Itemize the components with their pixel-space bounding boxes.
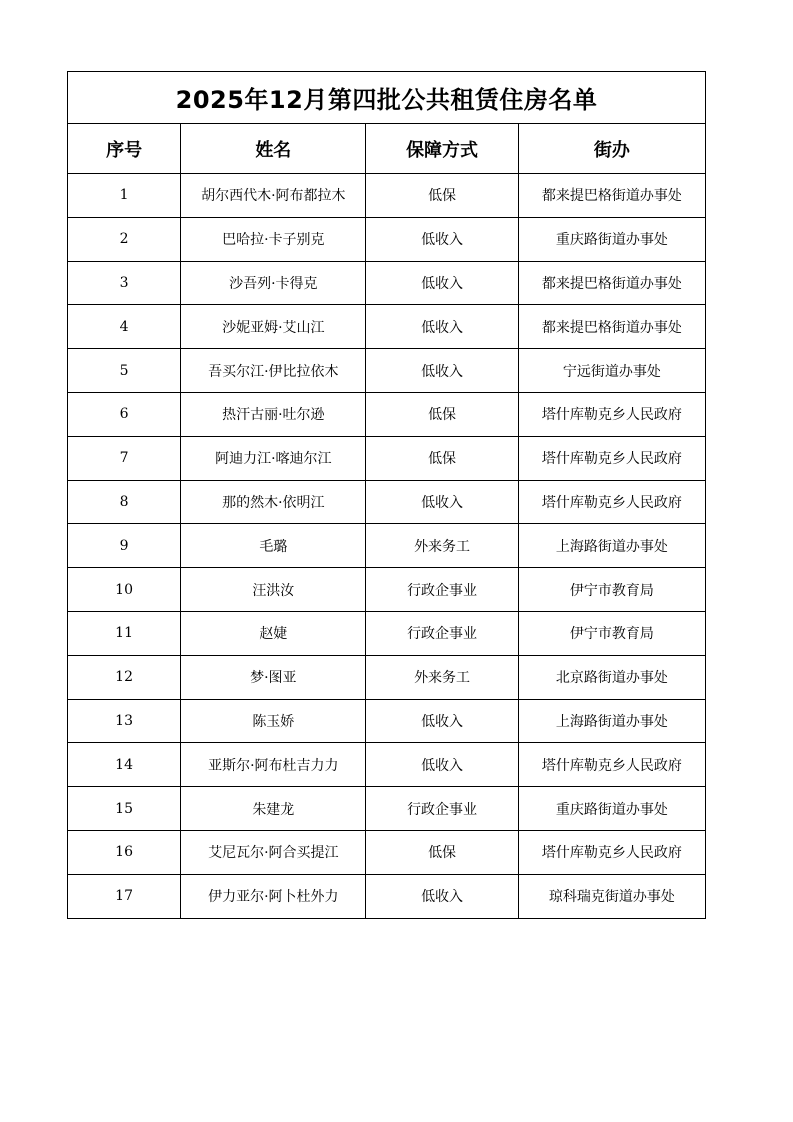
header-name: 姓名 (181, 124, 366, 174)
title-row (68, 72, 706, 124)
table-row (68, 261, 706, 305)
document-title: 2025年12月第四批公共租赁住房名单 (68, 72, 706, 124)
cell-serial-number: 17 (68, 874, 181, 918)
cell-serial-number: 11 (68, 611, 181, 655)
cell-street-office: 伊宁市教育局 (518, 611, 705, 655)
table-row (68, 699, 706, 743)
cell-name: 毛璐 (181, 524, 366, 568)
table-row (68, 436, 706, 480)
cell-street-office: 重庆路街道办事处 (518, 787, 705, 831)
cell-name: 胡尔西代木·阿布都拉木 (181, 174, 366, 218)
cell-serial-number: 13 (68, 699, 181, 743)
cell-serial-number: 1 (68, 174, 181, 218)
cell-name: 沙吾列·卡得克 (181, 261, 366, 305)
table-row (68, 655, 706, 699)
table-row (68, 568, 706, 612)
cell-name: 吾买尔江·伊比拉依木 (181, 349, 366, 393)
cell-name: 巴哈拉·卡子别克 (181, 217, 366, 261)
cell-serial-number: 7 (68, 436, 181, 480)
cell-serial-number: 8 (68, 480, 181, 524)
cell-serial-number: 16 (68, 830, 181, 874)
cell-street-office: 都来提巴格街道办事处 (518, 174, 705, 218)
cell-support-type: 外来务工 (366, 524, 518, 568)
housing-list-table (67, 71, 706, 919)
cell-support-type: 低收入 (366, 743, 518, 787)
cell-serial-number: 3 (68, 261, 181, 305)
cell-support-type: 低收入 (366, 305, 518, 349)
table-row (68, 217, 706, 261)
cell-name: 朱建龙 (181, 787, 366, 831)
cell-support-type: 低收入 (366, 699, 518, 743)
header-street-office: 街办 (518, 124, 705, 174)
table-row (68, 349, 706, 393)
cell-serial-number: 15 (68, 787, 181, 831)
cell-support-type: 外来务工 (366, 655, 518, 699)
cell-name: 艾尼瓦尔·阿合买提江 (181, 830, 366, 874)
cell-support-type: 低保 (366, 436, 518, 480)
cell-street-office: 上海路街道办事处 (518, 524, 705, 568)
cell-name: 赵婕 (181, 611, 366, 655)
cell-serial-number: 2 (68, 217, 181, 261)
cell-name: 热汗古丽·吐尔逊 (181, 392, 366, 436)
cell-name: 那的然木·依明江 (181, 480, 366, 524)
table-row (68, 174, 706, 218)
cell-serial-number: 12 (68, 655, 181, 699)
cell-street-office: 都来提巴格街道办事处 (518, 261, 705, 305)
cell-street-office: 塔什库勒克乡人民政府 (518, 830, 705, 874)
cell-street-office: 宁远街道办事处 (518, 349, 705, 393)
cell-name: 汪洪汝 (181, 568, 366, 612)
table-body (68, 174, 706, 919)
header-support-type: 保障方式 (366, 124, 518, 174)
cell-support-type: 低保 (366, 830, 518, 874)
cell-name: 伊力亚尔·阿卜杜外力 (181, 874, 366, 918)
cell-support-type: 低保 (366, 392, 518, 436)
cell-support-type: 低收入 (366, 480, 518, 524)
table-row (68, 743, 706, 787)
table-row (68, 830, 706, 874)
cell-street-office: 北京路街道办事处 (518, 655, 705, 699)
table-row (68, 305, 706, 349)
cell-street-office: 塔什库勒克乡人民政府 (518, 743, 705, 787)
cell-serial-number: 10 (68, 568, 181, 612)
cell-street-office: 重庆路街道办事处 (518, 217, 705, 261)
table-row (68, 524, 706, 568)
cell-support-type: 低收入 (366, 874, 518, 918)
table-row (68, 787, 706, 831)
table-row (68, 874, 706, 918)
cell-name: 陈玉娇 (181, 699, 366, 743)
cell-street-office: 塔什库勒克乡人民政府 (518, 436, 705, 480)
cell-serial-number: 5 (68, 349, 181, 393)
cell-name: 阿迪力江·喀迪尔江 (181, 436, 366, 480)
cell-serial-number: 9 (68, 524, 181, 568)
cell-street-office: 琼科瑞克街道办事处 (518, 874, 705, 918)
cell-name: 亚斯尔·阿布杜吉力力 (181, 743, 366, 787)
cell-name: 梦·图亚 (181, 655, 366, 699)
cell-support-type: 行政企事业 (366, 568, 518, 612)
cell-street-office: 塔什库勒克乡人民政府 (518, 392, 705, 436)
cell-serial-number: 6 (68, 392, 181, 436)
cell-name: 沙妮亚姆·艾山江 (181, 305, 366, 349)
header-serial-number: 序号 (68, 124, 181, 174)
cell-street-office: 上海路街道办事处 (518, 699, 705, 743)
cell-support-type: 低收入 (366, 261, 518, 305)
header-row (68, 124, 706, 174)
cell-street-office: 伊宁市教育局 (518, 568, 705, 612)
cell-serial-number: 4 (68, 305, 181, 349)
cell-support-type: 低收入 (366, 217, 518, 261)
cell-support-type: 行政企事业 (366, 787, 518, 831)
cell-support-type: 行政企事业 (366, 611, 518, 655)
table-row (68, 611, 706, 655)
cell-support-type: 低保 (366, 174, 518, 218)
cell-serial-number: 14 (68, 743, 181, 787)
cell-street-office: 都来提巴格街道办事处 (518, 305, 705, 349)
cell-support-type: 低收入 (366, 349, 518, 393)
table-row (68, 480, 706, 524)
table-row (68, 392, 706, 436)
cell-street-office: 塔什库勒克乡人民政府 (518, 480, 705, 524)
